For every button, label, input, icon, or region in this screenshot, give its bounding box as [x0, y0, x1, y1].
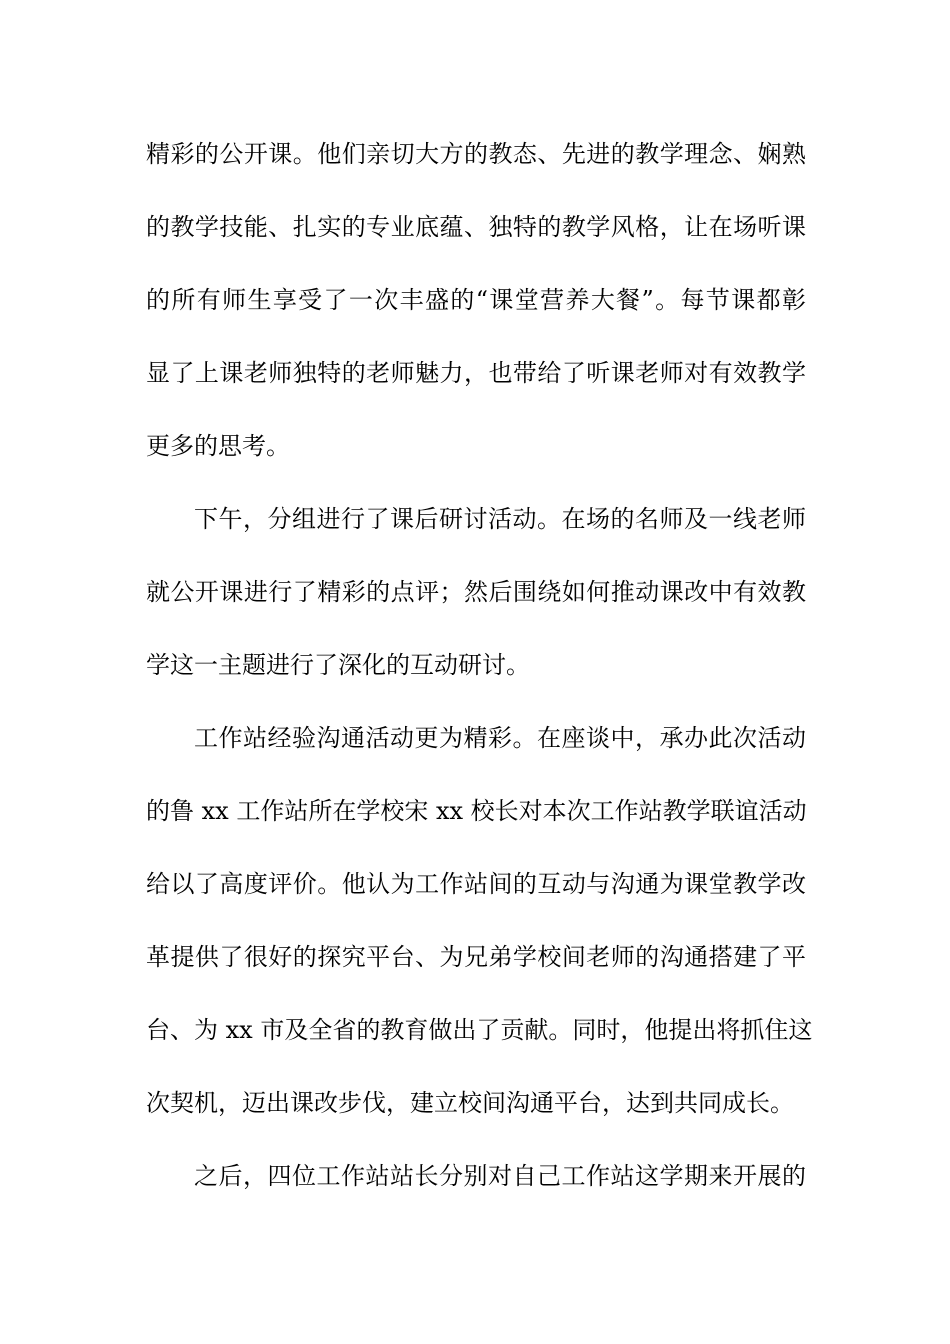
- text-line: 显了上课老师独特的老师魅力，也带给了听课老师对有效教学: [146, 359, 806, 387]
- text-line: 的所有师生享受了一次丰盛的“课堂营养大餐”。每节课都彰: [146, 286, 806, 314]
- text-line: 学这一主题进行了深化的互动研讨。: [146, 651, 530, 679]
- paragraph-start-line: 工作站经验沟通活动更为精彩。在座谈中，承办此次活动: [194, 724, 806, 752]
- text-line: 的鲁 xx 工作站所在学校宋 xx 校长对本次工作站教学联谊活动: [146, 797, 807, 825]
- text-line: 就公开课进行了精彩的点评；然后围绕如何推动课改中有效教: [146, 578, 806, 606]
- body-text: [146, 131, 813, 1226]
- paragraph-start-line: 之后，四位工作站站长分别对自己工作站这学期来开展的: [194, 1162, 806, 1190]
- paragraph-start-line: 下午，分组进行了课后研讨活动。在场的名师及一线老师: [194, 505, 806, 533]
- text-line: 更多的思考。: [146, 432, 290, 460]
- text-line: 给以了高度评价。他认为工作站间的互动与沟通为课堂教学改: [146, 870, 806, 898]
- text-line: 的教学技能、扎实的专业底蕴、独特的教学风格，让在场听课: [146, 213, 806, 241]
- text-line: 台、为 xx 市及全省的教育做出了贡献。同时，他提出将抓住这: [146, 1016, 813, 1044]
- text-line: 精彩的公开课。他们亲切大方的教态、先进的教学理念、娴熟: [146, 140, 806, 168]
- text-line: 次契机，迈出课改步伐，建立校间沟通平台，达到共同成长。: [146, 1089, 794, 1117]
- text-line: 革提供了很好的探究平台、为兄弟学校间老师的沟通搭建了平: [146, 943, 806, 971]
